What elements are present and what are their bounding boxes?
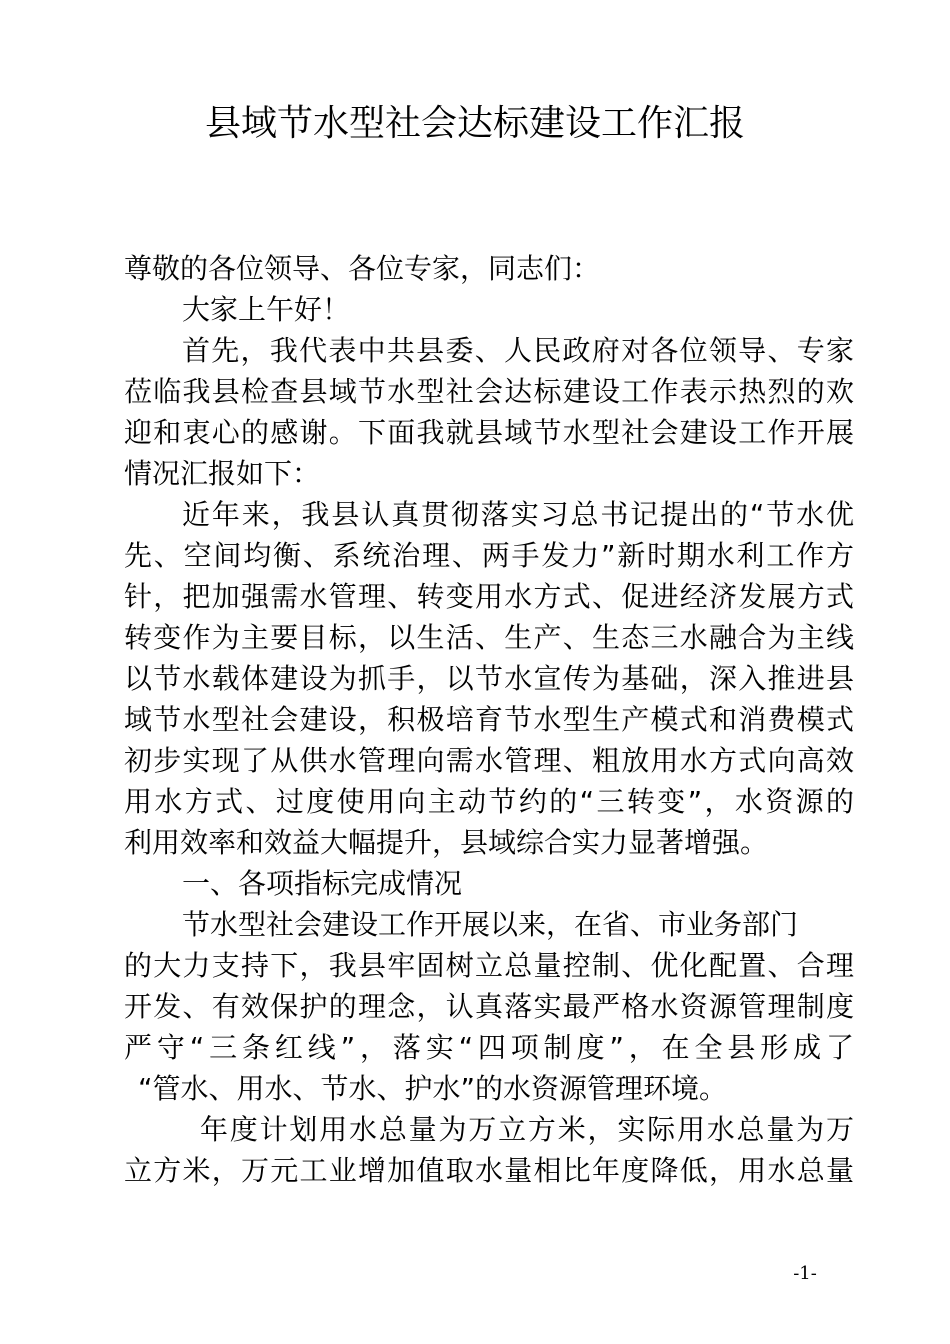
document-body: [124, 248, 854, 1191]
paragraph-line: 转变作为主要目标，以生活、生产、生态三水融合为主线: [124, 621, 854, 654]
paragraph-line: 近年来，我县认真贯彻落实习总书记提出的“节水优: [182, 498, 854, 531]
paragraph-line: 用水方式、过度使用向主动节约的“三转变”，水资源的: [124, 785, 854, 818]
page-number: -1-: [793, 1263, 817, 1284]
paragraph-line: 域节水型社会建设，积极培育节水型生产模式和消费模式: [124, 703, 854, 736]
greeting-line: 大家上午好！: [182, 293, 351, 326]
paragraph-line: 的大力支持下，我县牢固树立总量控制、优化配置、合理: [124, 949, 854, 982]
paragraph-line: 严守“三条红线”，落实“四项制度”，在全县形成了: [124, 1031, 854, 1064]
paragraph-line: 首先，我代表中共县委、人民政府对各位领导、专家: [182, 334, 854, 367]
paragraph-line: 针，把加强需水管理、转变用水方式、促进经济发展方式: [124, 580, 854, 613]
paragraph-line: 以节水载体建设为抓手，以节水宣传为基础，深入推进县: [124, 662, 854, 695]
paragraph-line: 莅临我县检查县域节水型社会达标建设工作表示热烈的欢: [124, 375, 854, 408]
paragraph-line: 先、空间均衡、系统治理、两手发力”新时期水利工作方: [124, 539, 854, 572]
paragraph-line: 年度计划用水总量为万立方米，实际用水总量为万: [200, 1113, 854, 1146]
paragraph-line: 开发、有效保护的理念，认真落实最严格水资源管理制度: [124, 990, 854, 1023]
paragraph-line: 情况汇报如下：: [124, 457, 321, 490]
section-heading: 一、各项指标完成情况: [182, 867, 463, 900]
paragraph-line: 利用效率和效益大幅提升，县域综合实力显著增强。: [124, 826, 769, 859]
paragraph-line: “管水、用水、节水、护水”的水资源管理环境。: [138, 1072, 728, 1105]
paragraph-line: 迎和衷心的感谢。下面我就县域节水型社会建设工作开展: [124, 416, 854, 449]
document-title: 县域节水型社会达标建设工作汇报: [204, 103, 745, 144]
paragraph-line: 初步实现了从供水管理向需水管理、粗放用水方式向高效: [124, 744, 854, 777]
salutation-line: 尊敬的各位领导、各位专家，同志们：: [124, 252, 601, 285]
paragraph-line: 立方米，万元工业增加值取水量相比年度降低，用水总量: [124, 1154, 854, 1187]
paragraph-line: 节水型社会建设工作开展以来，在省、市业务部门: [182, 908, 799, 941]
